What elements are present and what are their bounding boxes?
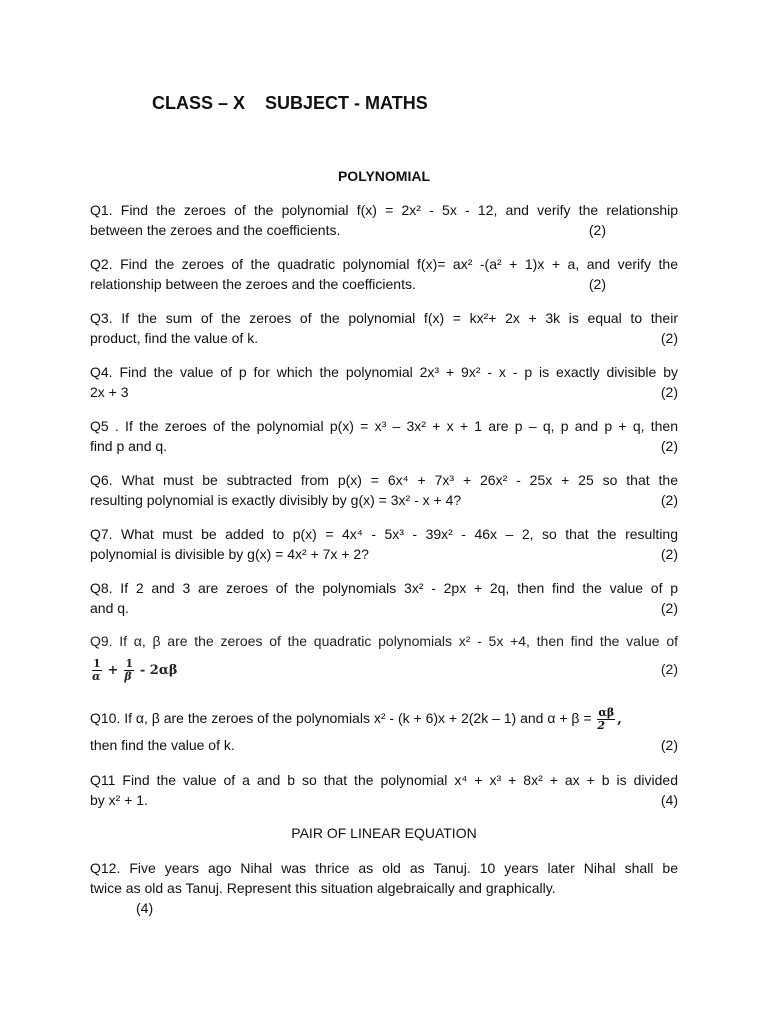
question-q8	[90, 578, 678, 618]
question-text: Q1. Find the zeroes of the polynomial f(x) = 2x² - 5x - 12, and verify the relationship	[90, 202, 678, 218]
question-text: Q10. If α, β are the zeroes of the polynomials x² - (k + 6)x + 2(2k – 1) and α + β =	[90, 710, 592, 726]
marks-label: (2)	[660, 438, 678, 454]
marks-label: (2)	[660, 330, 678, 346]
question-q6	[90, 470, 678, 510]
question-q5	[90, 416, 678, 456]
fraction-alpha-beta-over-two: $\frac{\alpha\beta}{2}$	[597, 705, 615, 732]
question-q1	[90, 200, 678, 240]
question-q4	[90, 362, 678, 402]
fraction-one-over-beta: $\frac{1}{\beta}$	[124, 656, 133, 683]
expression-tail: - 2αβ	[139, 663, 178, 678]
question-q11	[90, 770, 678, 810]
section-heading-polynomial: POLYNOMIAL	[337, 168, 431, 184]
question-q10: Q10. If α, β are the zeroes of the polynomials x² - (k + 6)x + 2(2k – 1) and α + β = $\frac{\alpha\beta}{2}$ , then find the value of k. (2)	[90, 705, 678, 753]
question-text: twice as old as Tanuj. Represent this situation algebraically and graphically.	[90, 880, 556, 896]
marks-label: (2)	[660, 492, 678, 508]
question-text: 2x + 3	[90, 384, 129, 400]
question-text: find p and q.	[90, 438, 168, 454]
question-text: Q8. If 2 and 3 are zeroes of the polynomials 3x² - 2px + 2q, then find the value of p	[90, 580, 678, 596]
question-text: resulting polynomial is exactly divisibly by g(x) = 3x² - x + 4?	[90, 492, 462, 508]
question-text: and q.	[90, 600, 129, 616]
question-text: Q5 . If the zeroes of the polynomial p(x) = x³ – 3x² + x + 1 are p – q, p and p + q, then	[90, 418, 678, 434]
question-text: Q9. If α, β are the zeroes of the quadratic polynomials x² - 5x +4, then find the value of	[90, 633, 678, 649]
question-text: then find the value of k.	[90, 737, 235, 753]
marks-label: (4)	[660, 792, 678, 808]
question-text: relationship between the zeroes and the coefficients.	[90, 276, 416, 292]
question-text: Q6. What must be subtracted from p(x) = 6x⁴ + 7x³ + 26x² - 25x + 25 so that the	[90, 472, 678, 488]
question-text: between the zeroes and the coefficients.	[90, 222, 341, 238]
marks-label: (2)	[660, 661, 678, 677]
marks-label: (2)	[588, 222, 606, 238]
question-q7	[90, 524, 678, 564]
question-text: Q2. Find the zeroes of the quadratic polynomial f(x)= ax² -(a² + 1)x + a, and verify the	[90, 256, 678, 272]
marks-label: (2)	[588, 276, 606, 292]
question-text: product, find the value of k.	[90, 330, 259, 346]
marks-label: (2)	[660, 600, 678, 616]
section-heading-linear-equations: PAIR OF LINEAR EQUATION	[291, 825, 477, 841]
question-text: Q11 Find the value of a and b so that the polynomial x⁴ + x³ + 8x² + ax + b is divided	[90, 772, 678, 788]
marks-label: (2)	[660, 546, 678, 562]
question-text: polynomial is divisible by g(x) = 4x² + 7x + 2?	[90, 546, 369, 562]
page-title: CLASS – X SUBJECT - MATHS	[152, 93, 428, 113]
question-text: Q3. If the sum of the zeroes of the polynomial f(x) = kx²+ 2x + 3k is equal to their	[90, 310, 678, 326]
question-q9: Q9. If α, β are the zeroes of the quadratic polynomials x² - 5x +4, then find the value of $\frac{1}{\alpha}$ + $\frac{1}{\beta}$ - 2αβ (2)	[90, 633, 678, 683]
question-text: Q4. Find the value of p for which the polynomial 2x³ + 9x² - x - p is exactly divisible by	[90, 364, 678, 380]
marks-label: (4)	[136, 900, 154, 916]
question-q2	[90, 254, 678, 294]
question-q3	[90, 308, 678, 348]
question-text: by x² + 1.	[90, 792, 148, 808]
fraction-one-over-alpha: $\frac{1}{\alpha}$	[92, 656, 101, 683]
marks-label: (2)	[660, 384, 678, 400]
question-text: Q7. What must be added to p(x) = 4x⁴ - 5x³ - 39x² - 46x – 2, so that the resulting	[90, 526, 678, 542]
question-text: Q12. Five years ago Nihal was thrice as old as Tanuj. 10 years later Nihal shall be	[90, 860, 678, 876]
question-q12	[90, 858, 678, 918]
marks-label: (2)	[660, 737, 678, 753]
